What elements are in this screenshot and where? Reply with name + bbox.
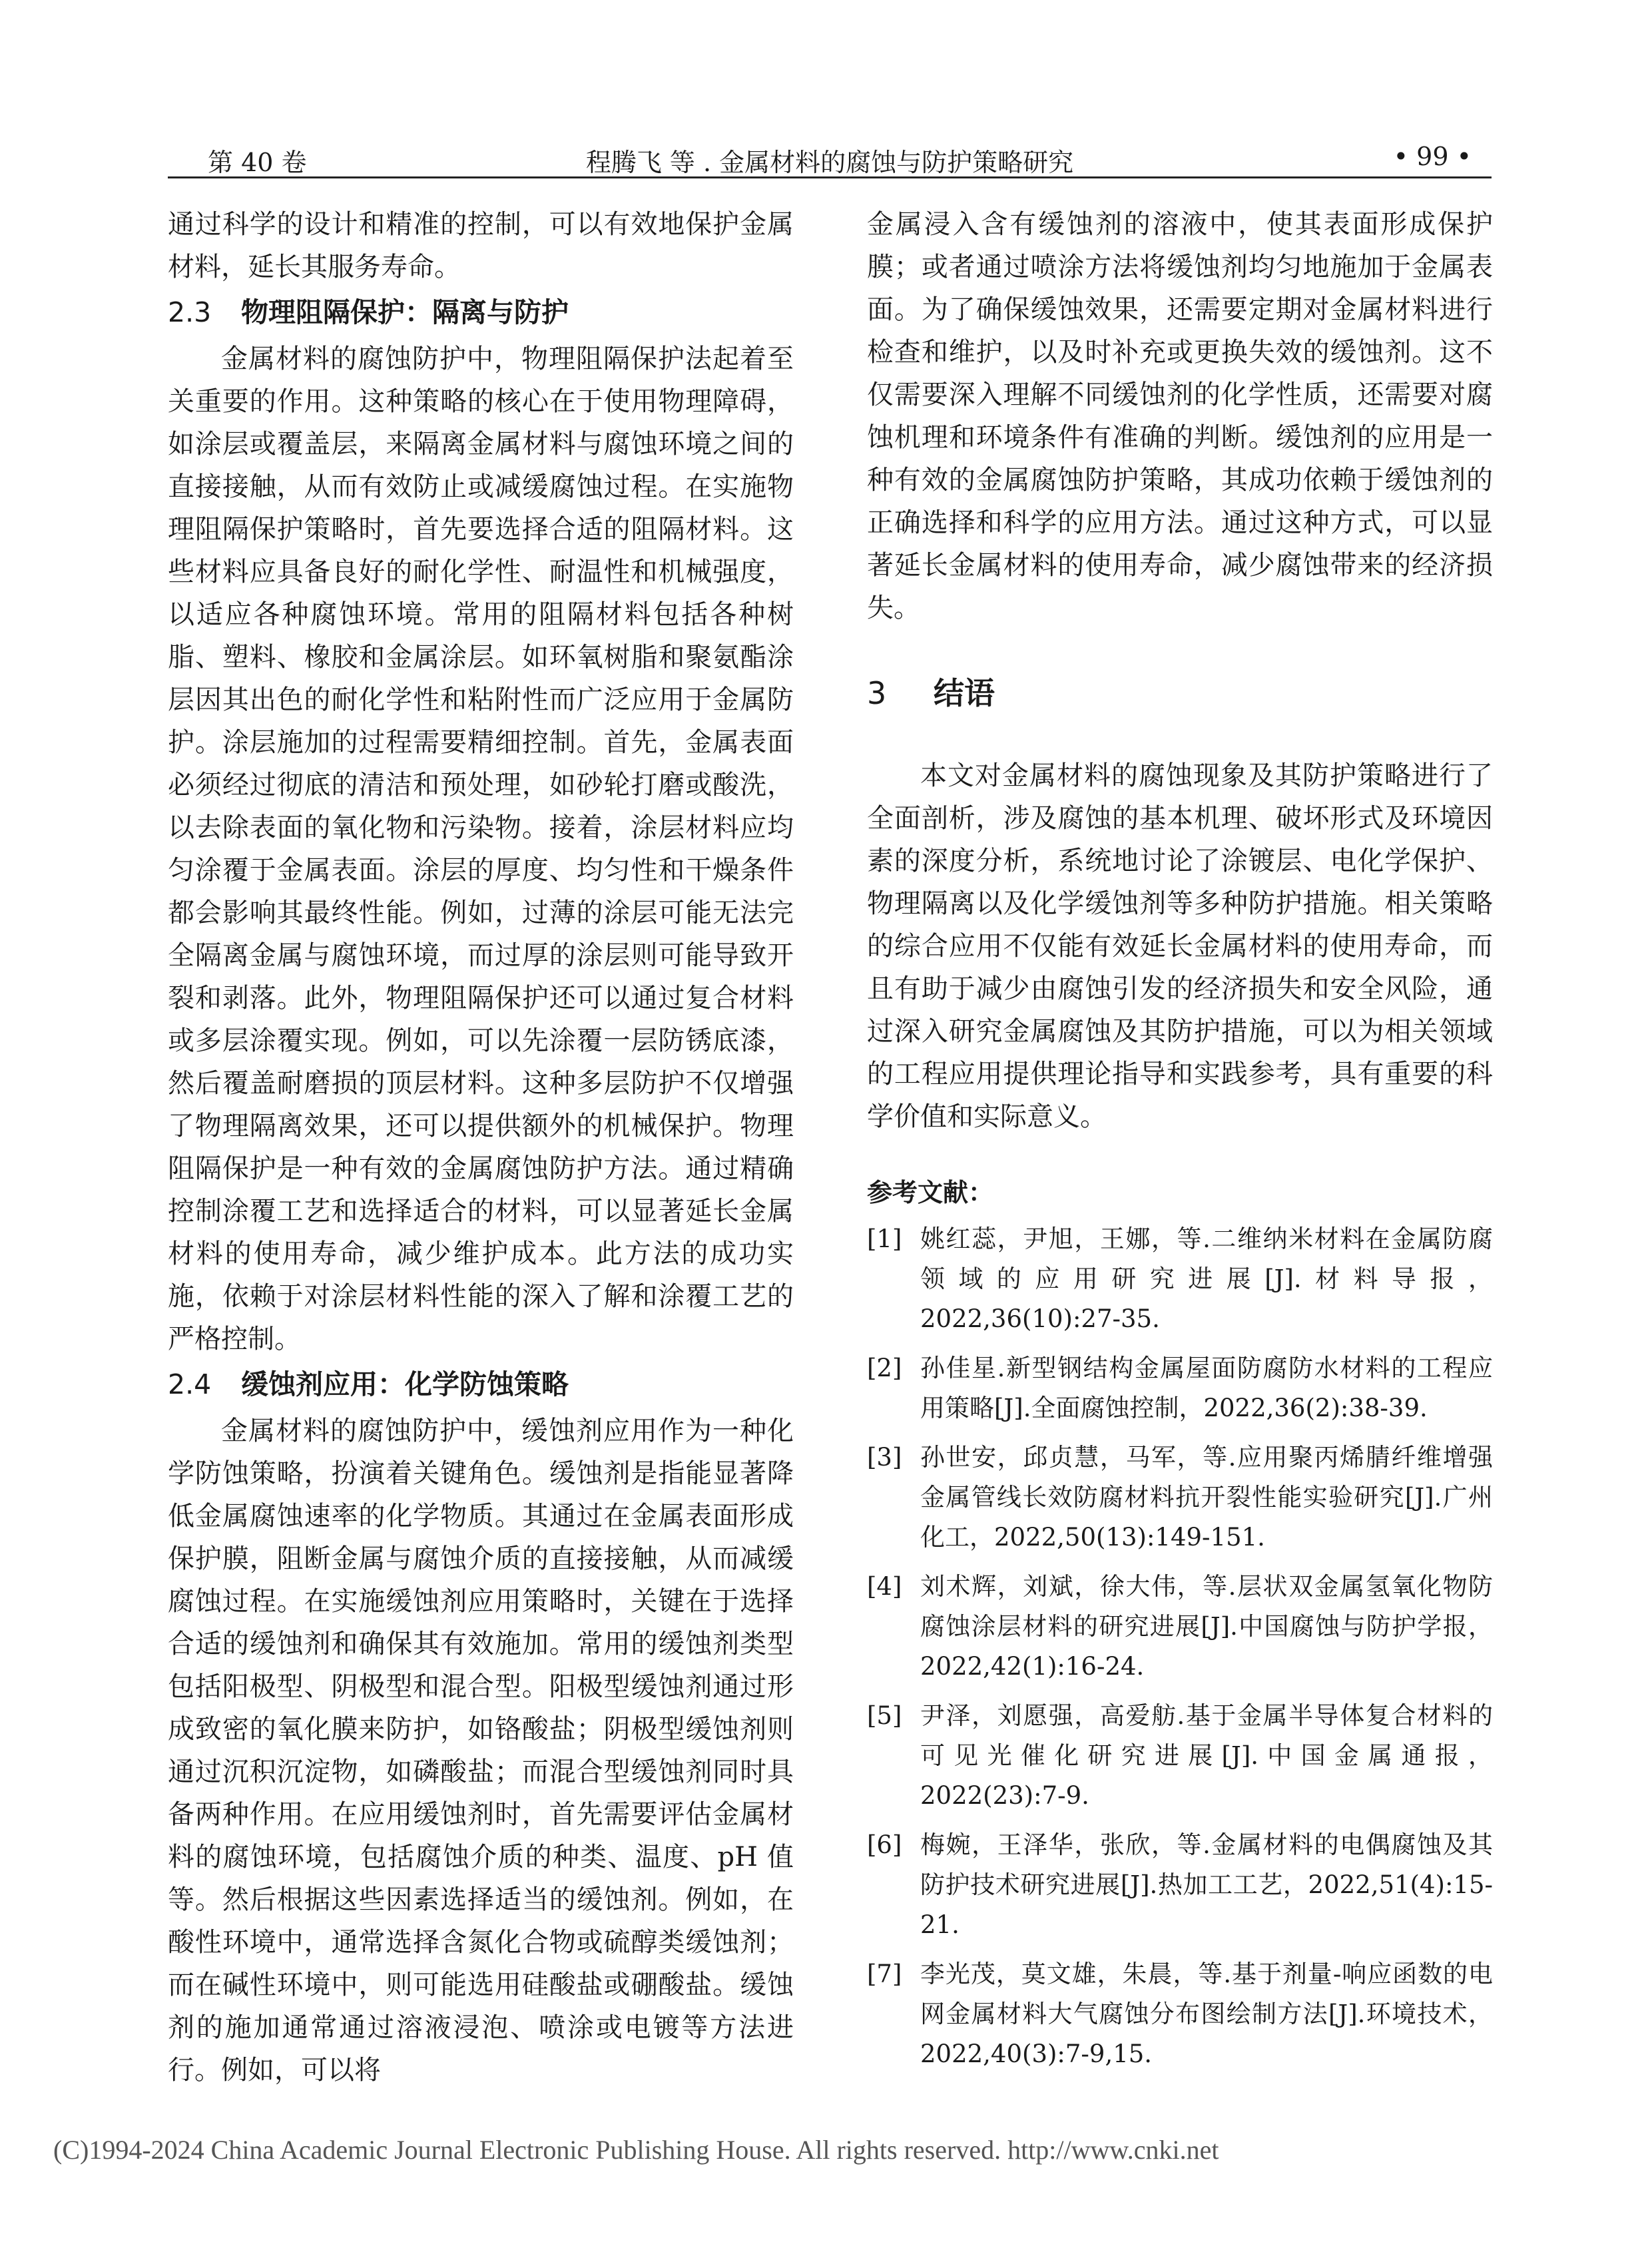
references-list <box>867 1219 1493 2074</box>
reference-item <box>867 1825 1493 1945</box>
section-2-3-paragraph: 金属材料的腐蚀防护中，物理阻隔保护法起着至关重要的作用。这种策略的核心在于使用物理障碍，如涂层或覆盖层，来隔离金属材料与腐蚀环境之间的直接接触，从而有效防止或减缓腐蚀过程。在实施物理阻隔保护策略时，首先要选择合适的阻隔材料。这些材料应具备良好的耐化学性、耐温性和机械强度，以适应各种腐蚀环境。常用的阻隔材料包括各种树脂、塑料、橡胶和金属涂层。如环氧树脂和聚氨酯涂层因其出色的耐化学性和粘附性而广泛应用于金属防护。涂层施加的过程需要精细控制。首先，金属表面必须经过彻底的清洁和预处理，如砂轮打磨或酸洗，以去除表面的氧化物和污染物。接着，涂层材料应均匀涂覆于金属表面。涂层的厚度、均匀性和干燥条件都会影响其最终性能。例如，过薄的涂层可能无法完全隔离金属与腐蚀环境，而过厚的涂层则可能导致开裂和剥落。此外，物理阻隔保护还可以通过复合材料或多层涂覆实现。例如，可以先涂覆一层防锈底漆，然后覆盖耐磨损的顶层材料。这种多层防护不仅增强了物理隔离效果，还可以提供额外的机械保护。物理阻隔保护是一种有效的金属腐蚀防护方法。通过精确控制涂覆工艺和选择适合的材料，可以显著延长金属材料的使用寿命，减少维护成本。此方法的成功实施，依赖于对涂层材料性能的深入了解和涂覆工艺的严格控制。 <box>168 344 794 1354</box>
section-2-3-heading <box>168 292 794 332</box>
reference-text: 姚红蕊，尹旭，王娜，等.二维纳米材料在金属防腐领域的应用研究进展[J].材料导报，2022,36(10):27-35. <box>920 1225 1493 1333</box>
running-header <box>168 137 1492 178</box>
running-title: 程腾飞 等 . 金属材料的腐蚀与防护策略研究 <box>585 148 1074 177</box>
reference-item <box>867 1567 1493 1687</box>
reference-item <box>867 1438 1493 1557</box>
conclusion-paragraph: 本文对金属材料的腐蚀现象及其防护策略进行了全面剖析，涉及腐蚀的基本机理、破坏形式及环境因素的深度分析，系统地讨论了涂镀层、电化学保护、物理隔离以及化学缓蚀剂等多种防护措施。相关策略的综合应用不仅能有效延长金属材料的使用寿命，而且有助于减少由腐蚀引发的经济损失和安全风险，通过深入研究金属腐蚀及其防护措施，可以为相关领域的工程应用提供理论指导和实践参考，具有重要的科学价值和实际意义。 <box>867 760 1493 1132</box>
reference-number: [6] <box>867 1830 902 1859</box>
reference-text: 梅婉，王泽华，张欣，等.金属材料的电偶腐蚀及其防护技术研究进展[J].热加工工艺，2022,51(4):15-21. <box>920 1830 1493 1939</box>
reference-number: [4] <box>867 1572 902 1601</box>
section-title: 物理阻隔保护：隔离与防护 <box>241 296 569 328</box>
section-title: 缓蚀剂应用：化学防蚀策略 <box>241 1368 569 1400</box>
references-heading: 参考文献： <box>867 1178 994 1207</box>
reference-number: [2] <box>867 1354 902 1382</box>
page-number: • 99 • <box>1393 142 1472 171</box>
reference-text: 李光茂，莫文雄，朱晨，等.基于剂量-响应函数的电网金属材料大气腐蚀分布图绘制方法[J].环境技术，2022,40(3):7-9,15. <box>920 1960 1493 2068</box>
section-2-4-heading <box>168 1364 794 1404</box>
reference-number: [5] <box>867 1701 902 1730</box>
journal-volume: 第 40 卷 <box>208 148 307 177</box>
reference-item <box>867 1348 1493 1428</box>
reference-text: 刘术辉，刘斌，徐大伟，等.层状双金属氢氧化物防腐蚀涂层材料的研究进展[J].中国腐蚀与防护学报，2022,42(1):16-24. <box>920 1572 1493 1681</box>
copyright-footer: (C)1994-2024 China Academic Journal Electronic Publishing House. All rights reserved. http://www.cnki.net <box>53 2135 1219 2165</box>
reference-item <box>867 1954 1493 2074</box>
left-column <box>168 203 794 2092</box>
reference-number: [3] <box>867 1443 902 1472</box>
reference-text: 孙佳星.新型钢结构金属屋面防腐防水材料的工程应用策略[J].全面腐蚀控制，2022,36(2):38-39. <box>920 1354 1493 1422</box>
right-column <box>867 203 1493 2084</box>
reference-text: 孙世安，邱贞慧，马军，等.应用聚丙烯腈纤维增强金属管线长效防腐材料抗开裂性能实验研究[J].广州化工，2022,50(13):149-151. <box>920 1443 1493 1551</box>
reference-item <box>867 1219 1493 1339</box>
section-number: 2.4 <box>168 1368 212 1400</box>
reference-item <box>867 1696 1493 1816</box>
section-3-heading <box>867 672 1493 714</box>
reference-text: 尹泽，刘愿强，高爱舫.基于金属半导体复合材料的可见光催化研究进展[J].中国金属通报，2022(23):7-9. <box>920 1701 1493 1810</box>
section-number: 2.3 <box>168 296 212 328</box>
section-2-4-paragraph: 金属材料的腐蚀防护中，缓蚀剂应用作为一种化学防蚀策略，扮演着关键角色。缓蚀剂是指能显著降低金属腐蚀速率的化学物质。其通过在金属表面形成保护膜，阻断金属与腐蚀介质的直接接触，从而减缓腐蚀过程。在实施缓蚀剂应用策略时，关键在于选择合适的缓蚀剂和确保其有效施加。常用的缓蚀剂类型包括阳极型、阴极型和混合型。阳极型缓蚀剂通过形成致密的氧化膜来防护，如铬酸盐；阴极型缓蚀剂则通过沉积沉淀物，如磷酸盐；而混合型缓蚀剂同时具备两种作用。在应用缓蚀剂时，首先需要评估金属材料的腐蚀环境，包括腐蚀介质的种类、温度、pH 值等。然后根据这些因素选择适当的缓蚀剂。例如，在酸性环境中，通常选择含氮化合物或硫醇类缓蚀剂；而在碱性环境中，则可能选用硅酸盐或硼酸盐。缓蚀剂的施加通常通过溶液浸泡、喷涂或电镀等方法进行。例如，可以将 <box>168 1416 794 2086</box>
continued-paragraph: 金属浸入含有缓蚀剂的溶液中，使其表面形成保护膜；或者通过喷涂方法将缓蚀剂均匀地施加于金属表面。为了确保缓蚀效果，还需要定期对金属材料进行检查和维护，以及时补充或更换失效的缓蚀剂。这不仅需要深入理解不同缓蚀剂的化学性质，还需要对腐蚀机理和环境条件有准确的判断。缓蚀剂的应用是一种有效的金属腐蚀防护策略，其成功依赖于缓蚀剂的正确选择和科学的应用方法。通过这种方式，可以显著延长金属材料的使用寿命，减少腐蚀带来的经济损失。 <box>867 209 1493 623</box>
intro-paragraph: 通过科学的设计和精准的控制，可以有效地保护金属材料，延长其服务寿命。 <box>168 209 794 282</box>
reference-number: [7] <box>867 1960 902 1988</box>
section-title: 结语 <box>934 675 995 711</box>
reference-number: [1] <box>867 1225 902 1253</box>
section-number: 3 <box>867 675 887 711</box>
